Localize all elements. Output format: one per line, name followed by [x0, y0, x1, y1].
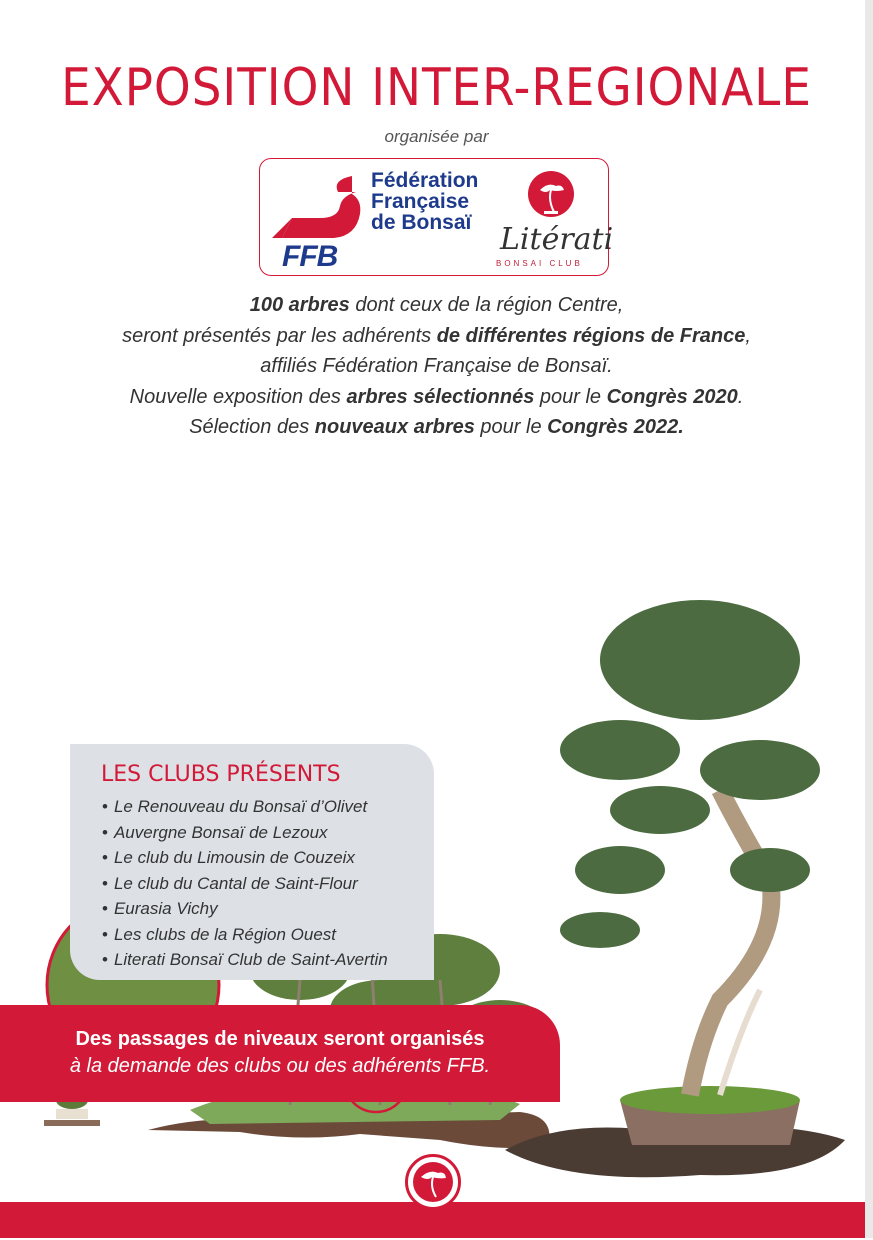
intro-line-5	[0, 412, 873, 443]
banner-line-2: à la demande des clubs ou des adhérents FFB.	[69, 1055, 491, 1077]
club-item: • Le Renouveau du Bonsaï d’Olivet	[102, 794, 388, 820]
ffb-name-line2: Française	[371, 190, 470, 213]
organizer-caption: organisée par	[384, 127, 489, 146]
clubs-title: LES CLUBS PRÉSENTS	[101, 762, 341, 787]
ffb-name	[371, 170, 478, 233]
bonsai-tree-icon	[408, 1157, 458, 1207]
intro-l2-end: ,	[745, 324, 751, 347]
club-item: • Eurasia Vichy	[102, 896, 388, 922]
ffb-abbr: FFB	[282, 240, 338, 273]
literati-name: Litérati	[500, 222, 614, 257]
literati-logo-icon	[526, 168, 576, 220]
footer-logo	[405, 1154, 461, 1210]
intro-l4-bold1: arbres sélectionnés	[346, 385, 535, 408]
page-title: EXPOSITION INTER-REGIONALE	[61, 58, 812, 118]
ffb-name-line1: Fédération	[371, 169, 479, 192]
banner-line-1: Des passages de niveaux seront organisés	[75, 1028, 485, 1050]
intro-l5-text2: pour le	[474, 416, 548, 438]
club-item: • Le club du Cantal de Saint-Flour	[102, 871, 388, 897]
intro-line-1	[0, 290, 873, 321]
intro-l5-text1: Sélection des	[189, 416, 315, 438]
intro-l4-end: .	[737, 385, 744, 408]
intro-l4-text1: Nouvelle exposition des	[129, 385, 347, 408]
intro-l1-text: dont ceux de la région Centre,	[349, 294, 624, 316]
intro-l4-text2: pour le	[534, 385, 607, 408]
club-item: • Les clubs de la Région Ouest	[102, 922, 388, 948]
juniper-bonsai-image	[500, 600, 845, 1240]
club-item: • Auvergne Bonsaï de Lezoux	[102, 820, 388, 846]
intro-paragraph	[0, 290, 873, 443]
intro-line-3: affiliés Fédération Française de Bonsaï.	[260, 355, 613, 377]
ffb-name-line3: de Bonsaï	[371, 211, 472, 234]
intro-l2-text: seront présentés par les adhérents	[122, 324, 437, 347]
intro-line-2	[0, 321, 873, 352]
intro-l2-bold: de différentes régions de France	[436, 324, 746, 347]
clubs-list	[102, 794, 388, 973]
intro-l4-bold2: Congrès 2020	[606, 385, 738, 408]
club-item: • Literati Bonsaï Club de Saint-Avertin	[102, 947, 388, 973]
intro-l1-bold: 100 arbres	[249, 294, 350, 316]
intro-l5-bold1: nouveaux arbres	[314, 416, 475, 438]
literati-subtitle: BONSAI CLUB	[496, 259, 583, 268]
club-item: • Le club du Limousin de Couzeix	[102, 845, 388, 871]
levels-banner	[0, 1005, 560, 1102]
intro-line-4	[0, 382, 873, 413]
intro-l5-bold2: Congrès 2022.	[547, 416, 684, 438]
